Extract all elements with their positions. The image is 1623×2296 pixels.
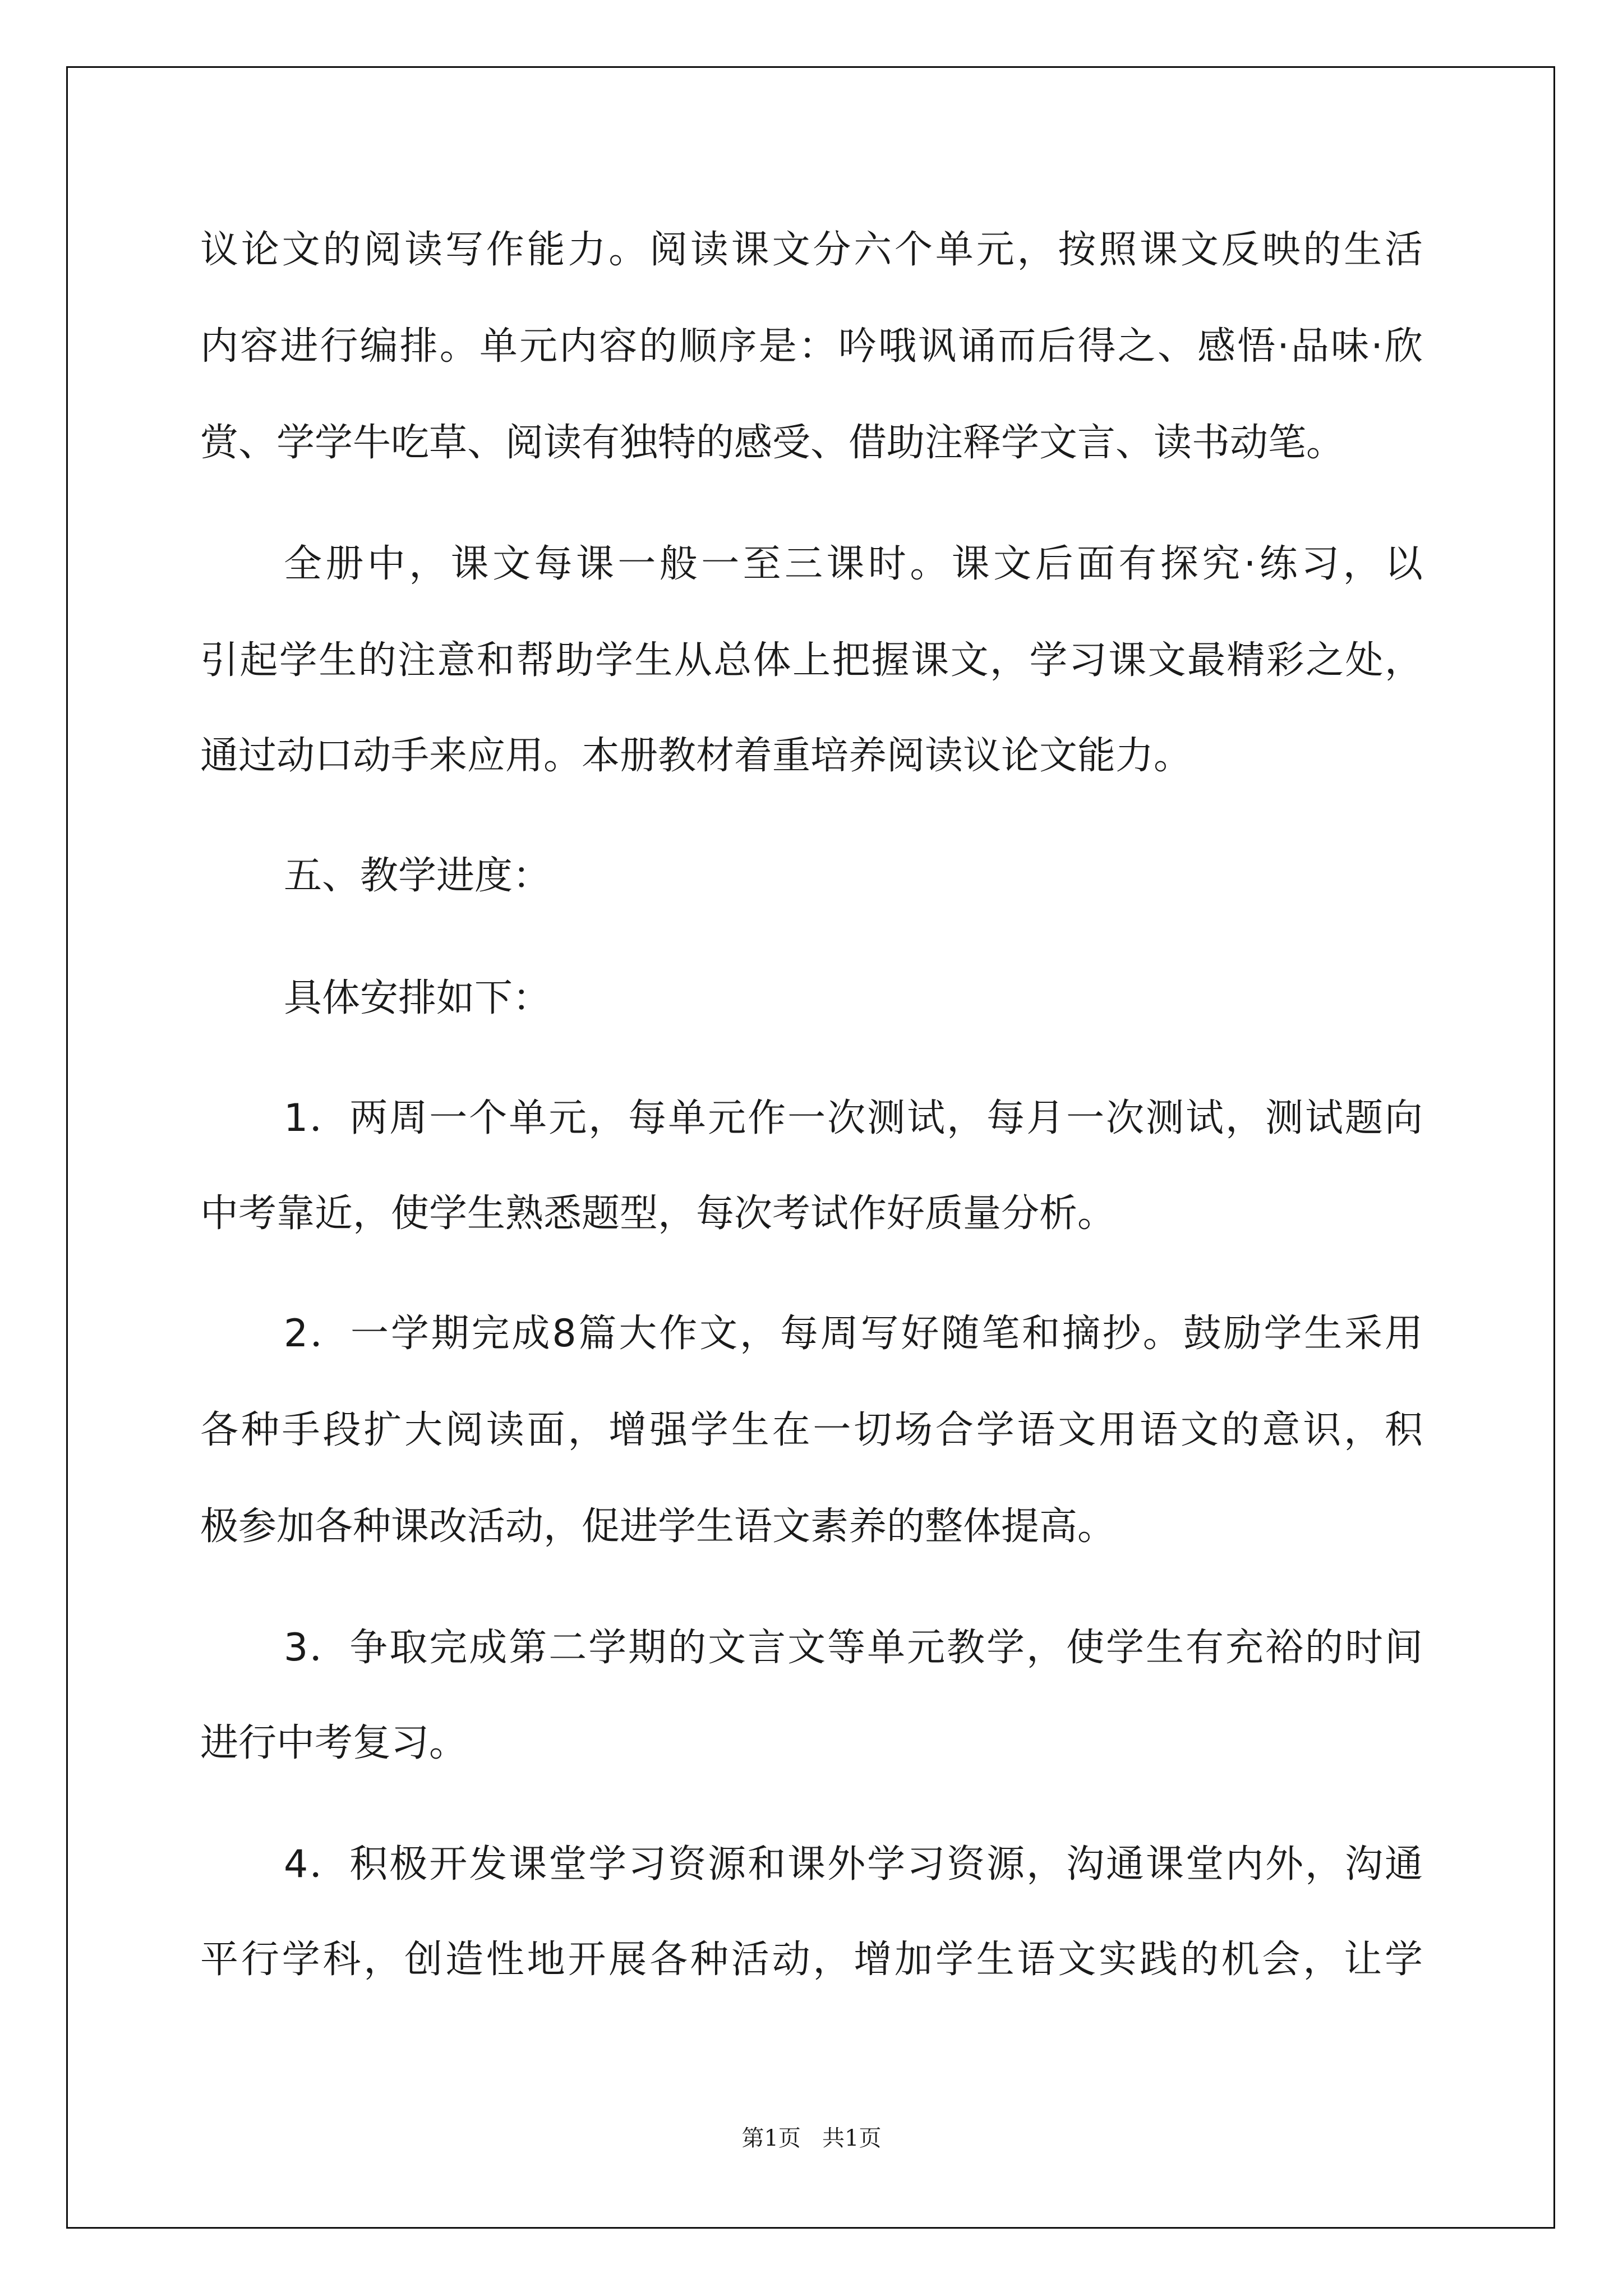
paragraph-first-line: 具体安排如下： — [284, 976, 551, 1020]
text-line: 内容进行编排。单元内容的顺序是：吟哦讽诵而后得之、感悟·品味·欣 — [200, 324, 1423, 369]
page-footer: 第1页 共1页 — [741, 2125, 882, 2151]
text-line: 进行中考复习。 — [200, 1721, 468, 1765]
text-line: 平行学科，创造性地开展各种活动，增加学生语文实践的机会，让学 — [200, 1938, 1423, 1982]
text-line: 中考靠近，使学生熟悉题型，每次考试作好质量分析。 — [200, 1191, 1116, 1236]
list-item-3-line: 3．争取完成第二学期的文言文等单元教学，使学生有充裕的时间 — [284, 1626, 1423, 1670]
section-heading: 五、教学进度： — [284, 854, 551, 898]
text-line: 引起学生的注意和帮助学生从总体上把握课文，学习课文最精彩之处， — [200, 638, 1423, 683]
text-line: 议论文的阅读写作能力。阅读课文分六个单元，按照课文反映的生活 — [200, 228, 1423, 272]
list-item-2-line: 2．一学期完成8篇大作文，每周写好随笔和摘抄。鼓励学生采用 — [284, 1312, 1423, 1356]
list-item-4-line: 4．积极开发课堂学习资源和课外学习资源，沟通课堂内外，沟通 — [284, 1842, 1423, 1887]
text-line: 各种手段扩大阅读面，增强学生在一切场合学语文用语文的意识，积 — [200, 1408, 1423, 1452]
list-item-1-line: 1．两周一个单元，每单元作一次测试，每月一次测试，测试题向 — [284, 1096, 1423, 1140]
page-border — [66, 66, 1555, 2229]
paragraph-first-line: 全册中，课文每课一般一至三课时。课文后面有探究·练习，以 — [284, 542, 1423, 586]
text-line: 赏、学学牛吃草、阅读有独特的感受、借助注释学文言、读书动笔。 — [200, 421, 1345, 465]
text-line: 极参加各种课改活动，促进学生语文素养的整体提高。 — [200, 1504, 1116, 1549]
text-line: 通过动口动手来应用。本册教材着重培养阅读议论文能力。 — [200, 734, 1192, 778]
